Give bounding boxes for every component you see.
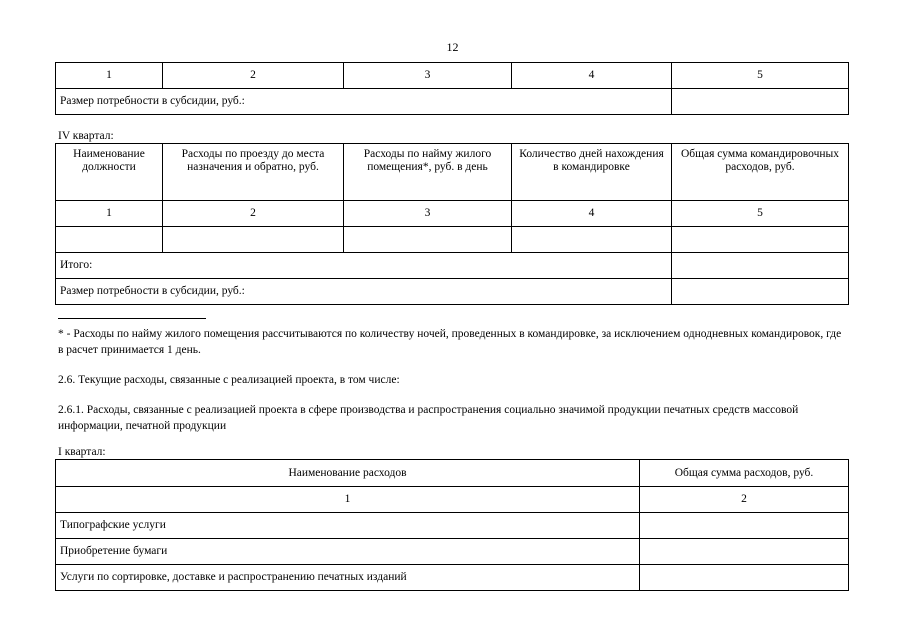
quarter-iv-label: IV квартал: <box>58 130 114 142</box>
header-row <box>56 144 849 201</box>
col-number: 5 <box>672 201 849 227</box>
quarter-i-expenses-table <box>55 459 849 591</box>
header-expense-name: Наименование расходов <box>56 460 640 487</box>
col-number: 1 <box>56 63 163 89</box>
quarter-iv-table <box>55 143 849 305</box>
expense-value <box>640 539 849 565</box>
col-number: 2 <box>640 487 849 513</box>
subsidy-need-label: Размер потребности в субсидии, руб.: <box>56 89 672 115</box>
col-number: 2 <box>163 201 344 227</box>
subsidy-need-row <box>56 279 849 305</box>
col-number: 2 <box>163 63 344 89</box>
col-number: 1 <box>56 201 163 227</box>
column-number-row <box>56 201 849 227</box>
table-row <box>56 513 849 539</box>
quarter-iii-table-tail <box>55 62 849 115</box>
col-number: 3 <box>344 63 512 89</box>
footnote: * - Расходы по найму жилого помещения рассчитываются по количеству ночей, проведенных в командировке, за исключением однодневных командировок, где в расчет принимается 1 день. <box>58 328 842 356</box>
subsidy-need-value <box>672 89 849 115</box>
empty-cell <box>56 227 163 253</box>
col-number: 1 <box>56 487 640 513</box>
total-label: Итого: <box>56 253 672 279</box>
expense-name: Услуги по сортировке, доставке и распространению печатных изданий <box>56 565 640 591</box>
expense-value <box>640 565 849 591</box>
quarter-i-label: I квартал: <box>58 446 106 458</box>
header-expense-total: Общая сумма расходов, руб. <box>640 460 849 487</box>
header-lodging-cost: Расходы по найму жилого помещения*, руб. в день <box>344 144 512 201</box>
page-number: 12 <box>446 40 459 54</box>
col-number: 4 <box>512 63 672 89</box>
table-row <box>56 565 849 591</box>
header-days-count: Количество дней нахождения в командировке <box>512 144 672 201</box>
section-2-6-1: 2.6.1. Расходы, связанные с реализацией проекта в сфере производства и распространения социально значимой продукции печатных средств массовой информации, печатной продукции <box>58 404 799 432</box>
empty-cell <box>344 227 512 253</box>
subsidy-need-value <box>672 279 849 305</box>
total-value <box>672 253 849 279</box>
section-2-6: 2.6. Текущие расходы, связанные с реализацией проекта, в том числе: <box>58 374 400 386</box>
header-row <box>56 460 849 487</box>
column-number-row <box>56 63 849 89</box>
col-number: 5 <box>672 63 849 89</box>
empty-cell <box>512 227 672 253</box>
column-number-row <box>56 487 849 513</box>
header-travel-cost: Расходы по проезду до места назначения и обратно, руб. <box>163 144 344 201</box>
table-row <box>56 539 849 565</box>
subsidy-need-label: Размер потребности в субсидии, руб.: <box>56 279 672 305</box>
expense-name: Приобретение бумаги <box>56 539 640 565</box>
expense-value <box>640 513 849 539</box>
expense-name: Типографские услуги <box>56 513 640 539</box>
col-number: 3 <box>344 201 512 227</box>
header-position: Наименование должности <box>56 144 163 201</box>
empty-cell <box>672 227 849 253</box>
total-row <box>56 253 849 279</box>
footnote-separator <box>58 318 206 319</box>
empty-cell <box>163 227 344 253</box>
empty-data-row <box>56 227 849 253</box>
header-total-travel-cost: Общая сумма командировочных расходов, руб. <box>672 144 849 201</box>
subsidy-need-row <box>56 89 849 115</box>
col-number: 4 <box>512 201 672 227</box>
